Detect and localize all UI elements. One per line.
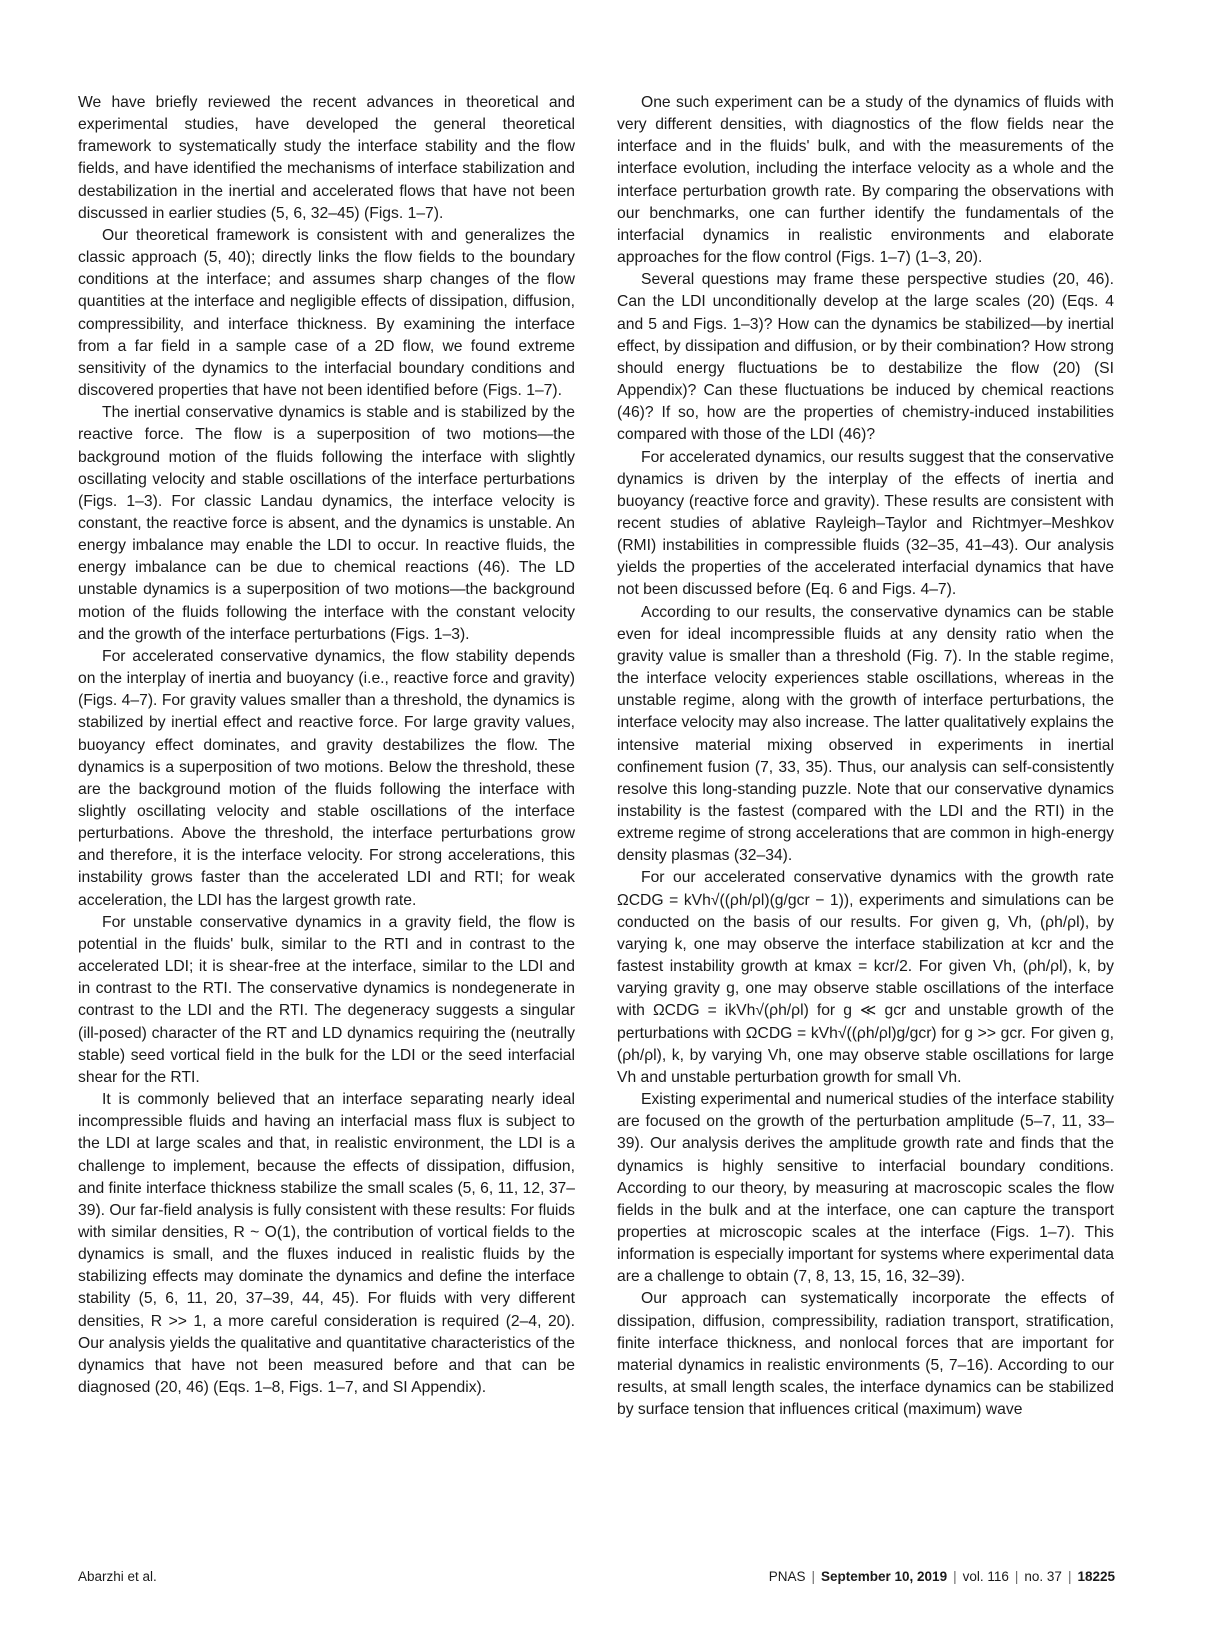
issue-number: no. 37 xyxy=(1024,1569,1062,1584)
paragraph: The inertial conservative dynamics is stable and is stabilized by the reactive force. The flow is a superposition of two motions—the background motion of the fluids following the interface with slightly oscillating velocity and stable oscillations of the interface perturbations (Figs. 1–3). For classic Landau dynamics, the interface velocity is constant, the reactive force is absent, and the dynamics is unstable. An energy imbalance may enable the LDI to occur. In reactive fluids, the energy imbalance can be due to chemical reactions (46). The LD unstable dynamics is a superposition of two motions—the background motion of the fluids following the interface with the constant velocity and the growth of the interface perturbations (Figs. 1–3). xyxy=(78,404,575,643)
paragraph: Several questions may frame these perspective studies (20, 46). Can the LDI unconditionally develop at the large scales (20) (Eqs. 4 and 5 and Figs. 1–3)? How can the dynamics be stabilized—by inertial effect, by dissipation and diffusion, or by their combination? How strong should energy fluctuations be to destabilize the flow (20) (SI Appendix)? Can these fluctuations be induced by chemical reactions (46)? If so, how are the properties of chemistry-induced instabilities compared with those of the LDI (46)? xyxy=(617,271,1114,444)
paragraph: Our approach can systematically incorporate the effects of dissipation, diffusion, compressibility, radiation transport, stratification, finite interface thickness, and nonlocal forces that are important for material dynamics in realistic environments (5, 7–16). According to our results, at small length scales, the interface dynamics can be stabilized by surface tension that influences critical (maximum) wave xyxy=(617,1290,1114,1419)
left-column xyxy=(78,92,575,1399)
paragraph: We have briefly reviewed the recent advances in theoretical and experimental studies, have developed the general theoretical framework to systematically study the interface stability and the flow fields, and have identified the mechanisms of interface stabilization and destabilization in the inertial and accelerated flows that have not been discussed in earlier studies (5, 6, 32–45) (Figs. 1–7). xyxy=(78,94,575,222)
paragraph: Our theoretical framework is consistent with and generalizes the classic approach (5, 40); directly links the flow fields to the boundary conditions at the interface; and assumes sharp changes of the flow quantities at the interface and negligible effects of dissipation, diffusion, compressibility, and interface thickness. By examining the interface from a far field in a sample case of a 2D flow, we found extreme sensitivity of the dynamics to the interfacial boundary conditions and discovered properties that have not been identified before (Figs. 1–7). xyxy=(78,226,575,400)
footer-authors: Abarzhi et al. xyxy=(78,1569,157,1584)
paragraph: One such experiment can be a study of the dynamics of fluids with very different densities, with diagnostics of the flow fields near the interface and in the fluids' bulk, and with the measurements of the interface evolution, including the interface velocity as a whole and the interface perturbation growth rate. By comparing the observations with our benchmarks, one can further identify the fundamentals of the interfacial dynamics in realistic environments and elaborate approaches for the flow control (Figs. 1–7) (1–3, 20). xyxy=(617,94,1114,267)
issue-date: September 10, 2019 xyxy=(821,1569,948,1584)
paragraph: For accelerated conservative dynamics, the flow stability depends on the interplay of inertia and buoyancy (i.e., reactive force and gravity) (Figs. 4–7). For gravity values smaller than a threshold, the dynamics is stabilized by inertial effect and reactive force. For large gravity values, buoyancy effect dominates, and gravity destabilizes the flow. The dynamics is a superposition of two motions. Below the threshold, these are the background motion of the fluids following the interface with slightly oscillating velocity and stable oscillations of the interface perturbations. Above the threshold, the interface perturbations grow and therefore, it is the interface velocity. For strong accelerations, this instability grows faster than the accelerated LDI and RTI; for weak acceleration, the LDI has the largest growth rate. xyxy=(78,647,575,909)
right-column xyxy=(617,92,1114,1421)
volume: vol. 116 xyxy=(962,1569,1009,1584)
footer-journal: PNAS | September 10, 2019 | vol. 116 | no. 37 | 18225 xyxy=(768,1569,1115,1584)
paragraph: According to our results, the conservative dynamics can be stable even for ideal incompressible fluids at any density ratio when the gravity value is smaller than a threshold (Fig. 7). In the stable regime, the interface velocity experiences stable oscillations, whereas in the unstable regime, along with the growth of interface perturbations, the interface velocity may also increase. The latter qualitatively explains the intensive material mixing observed in experiments in inertial confinement fusion (7, 33, 35). Thus, our analysis can self-consistently resolve this long-standing puzzle. Note that our conservative dynamics instability is the fastest (compared with the LDI and the RTI) in the extreme regime of strong accelerations that are common in high-energy density plasmas (32–34). xyxy=(617,603,1115,865)
paragraph: For unstable conservative dynamics in a gravity field, the flow is potential in the fluids' bulk, similar to the RTI and in contrast to the accelerated LDI; it is shear-free at the interface, similar to the LDI and in contrast to the RTI. The conservative dynamics is nondegenerate in contrast to the LDI and the RTI. The degeneracy suggests a singular (ill-posed) character of the RT and LD dynamics requiring the (neutrally stable) seed vortical field in the bulk for the LDI or the seed interfacial shear for the RTI. xyxy=(78,913,575,1086)
paragraph: For accelerated dynamics, our results suggest that the conservative dynamics is driven by the interplay of the effects of inertia and buoyancy (reactive force and gravity). These results are consistent with recent studies of ablative Rayleigh–Taylor and Richtmyer–Meshkov (RMI) instabilities in compressible fluids (32–35, 41–43). Our analysis yields the properties of the accelerated interfacial dynamics that have not been discussed before (Eq. 6 and Figs. 4–7). xyxy=(617,448,1114,599)
journal-name: PNAS xyxy=(768,1569,806,1584)
page-number: 18225 xyxy=(1077,1569,1115,1584)
paragraph: Existing experimental and numerical studies of the interface stability are focused on the growth of the perturbation amplitude (5–7, 11, 33–39). Our analysis derives the amplitude growth rate and finds that the dynamics is highly sensitive to interfacial boundary conditions. According to our theory, by measuring at macroscopic scales the flow fields in the bulk and at the interface, one can capture the transport properties at microscopic scales at the interface (Figs. 1–7). This information is especially important for systems where experimental data are a challenge to obtain (7, 8, 13, 15, 16, 32–39). xyxy=(617,1091,1114,1286)
paragraph: It is commonly believed that an interface separating nearly ideal incompressible fluids and having an interfacial mass flux is subject to the LDI at large scales and that, in realistic environment, the LDI is a challenge to implement, because the effects of dissipation, diffusion, and finite interface thickness stabilize the small scales (5, 6, 11, 12, 37–39). Our far-field analysis is fully consistent with these results: For fluids with similar densities, R ~ O(1), the contribution of vortical fields to the dynamics is small, and the fluxes induced in realistic fluids by the stabilizing effects may dominate the dynamics and define the interface stability (5, 6, 11, 20, 37–39, 44, 45). For fluids with very different densities, R >> 1, a more careful consideration is required (2–4, 20). Our analysis yields the qualitative and quantitative characteristics of the dynamics that have not been measured before and that can be diagnosed (20, 46) (Eqs. 1–8, Figs. 1–7, and SI Appendix). xyxy=(78,1091,575,1397)
paragraph: For our accelerated conservative dynamics with the growth rate ΩCDG = kVh√((ρh/ρl)(g/gcr − 1)), experiments and simulations can be conducted on the basis of our results. For given g, Vh, (ρh/ρl), by varying k, one may observe the interface stabilization at kcr and the fastest instability growth at kmax = kcr/2. For given Vh, (ρh/ρl), k, by varying gravity g, one may observe stable oscillations of the interface with ΩCDG = ikVh√(ρh/ρl) for g ≪ gcr and unstable growth of the perturbations with ΩCDG = kVh√((ρh/ρl)g/gcr) for g >> gcr. For given g, (ρh/ρl), k, by varying Vh, one may observe stable oscillations for large Vh and unstable perturbation growth for small Vh. xyxy=(617,869,1114,1086)
